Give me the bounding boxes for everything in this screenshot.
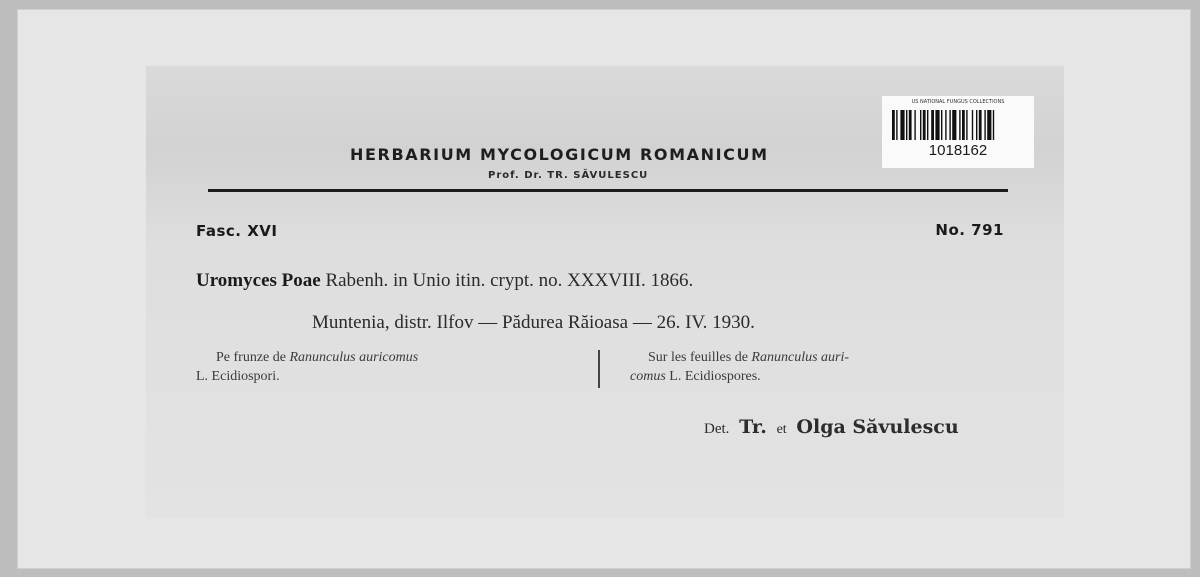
species-line — [196, 270, 693, 292]
host-taxon-fr-part1: Ranunculus auri- — [751, 350, 850, 365]
description-romanian — [196, 348, 576, 386]
description-french-line1 — [630, 348, 1010, 367]
locality-line: Muntenia, distr. Ilfov — Pădurea Răioasa — 26. IV. 1930. — [312, 312, 755, 333]
species-citation: Rabenh. in Unio itin. crypt. no. XXXVIII. 1866. — [325, 270, 694, 291]
description-romanian-line2: L. Ecidiospori. — [196, 369, 280, 384]
barcode-label — [882, 96, 1034, 168]
description-french-line2 — [630, 369, 761, 384]
barcode-number: 1018162 — [928, 142, 988, 159]
description-romanian-line1 — [196, 348, 576, 367]
barcode-bars — [892, 110, 1024, 140]
description-french — [630, 348, 1010, 386]
herbarium-title: HERBARIUM MYCOLOGICUM ROMANICUM — [350, 145, 769, 164]
det-abbrev: Det. — [704, 421, 730, 437]
description-romanian-prefix: Pe frunze de — [216, 350, 286, 365]
column-divider — [598, 350, 600, 388]
det-tr: Tr. — [739, 416, 767, 438]
curator-name: Prof. Dr. TR. SĂVULESCU — [488, 170, 649, 181]
host-taxon-ro: Ranunculus auricomus — [289, 350, 419, 365]
species-name: Uromyces Poae — [196, 270, 321, 291]
description-french-prefix: Sur les feuilles de — [648, 350, 748, 365]
description-french-suffix: L. Ecidiospores. — [669, 369, 761, 384]
determiner-names: Olga Săvulescu — [796, 416, 959, 438]
barcode-institution: US NATIONAL FUNGUS COLLECTIONS — [911, 99, 1005, 105]
header-rule — [208, 189, 1008, 192]
specimen-number: No. 791 — [935, 221, 1004, 239]
det-et: et — [776, 422, 787, 437]
determiner-line — [704, 416, 959, 438]
host-taxon-fr-part2: comus — [630, 369, 666, 384]
fascicle-number: Fasc. XVI — [196, 222, 278, 240]
